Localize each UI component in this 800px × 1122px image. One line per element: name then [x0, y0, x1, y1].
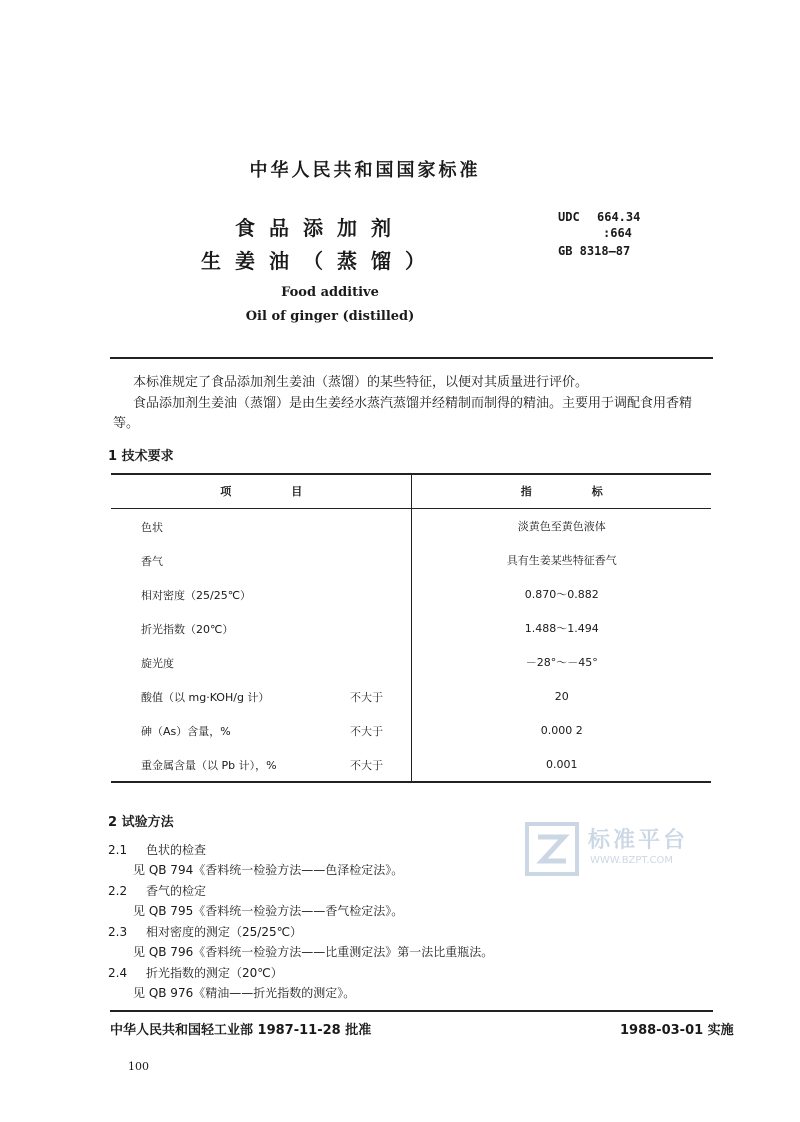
- table-row: [111, 509, 711, 544]
- watermark-url: WWW.BZPT.COM: [590, 855, 674, 866]
- table-bottom-rule: [111, 781, 711, 783]
- watermark: [524, 821, 724, 881]
- item-cell: [111, 747, 412, 781]
- table-row: [111, 679, 711, 713]
- watermark-logo-icon: [524, 821, 580, 877]
- implementation-date: 1988-03-01 实施: [620, 1023, 734, 1038]
- subsection-title: 香气的检定: [146, 884, 207, 898]
- header-divider: [110, 357, 713, 359]
- item-cell: [111, 577, 412, 611]
- section-2-heading: 2 试验方法: [108, 815, 174, 830]
- value-cell: 具有生姜某些特征香气: [506, 554, 617, 567]
- header-indicator-label: 指标: [520, 485, 663, 498]
- item-cell: [111, 679, 412, 713]
- udc-label: UDC: [558, 210, 580, 224]
- item-label: 旋光度: [141, 657, 174, 670]
- value-cell: 20: [554, 689, 569, 703]
- subsection-text: 见 QB 976《精油——折光指数的测定》。: [133, 986, 356, 1000]
- subsection-text: 见 QB 794《香料统一检验方法——色泽检定法》。: [133, 863, 404, 877]
- item-label: 重金属含量（以 Pb 计），%: [141, 759, 277, 772]
- item-cell: [111, 713, 412, 747]
- subsection-number: 2.2: [108, 884, 128, 898]
- item-cell: [111, 543, 412, 577]
- table-row: [111, 543, 711, 577]
- limit-label: 不大于: [350, 759, 383, 772]
- value-cell: 1.488～1.494: [524, 622, 599, 635]
- table-row: [111, 645, 711, 679]
- item-cell: [111, 645, 412, 679]
- item-label: 折光指数（20℃）: [141, 623, 234, 636]
- item-label: 酸值（以 mg·KOH/g 计）: [141, 691, 270, 704]
- table-row: [111, 577, 711, 611]
- table-row: [111, 611, 711, 645]
- title-zh-line1: 食品添加剂: [235, 216, 405, 240]
- table-header-row: [111, 474, 711, 509]
- table-row: [111, 747, 711, 781]
- intro-paragraph-1: 本标准规定了食品添加剂生姜油（蒸馏）的某些特征，以便对其质量进行评价。: [133, 375, 589, 390]
- standard-category-title: 中华人民共和国国家标准: [249, 160, 481, 181]
- requirements-table: [111, 474, 711, 781]
- section-1-heading: 1 技术要求: [108, 449, 174, 464]
- page-number: 100: [128, 1060, 149, 1073]
- udc-value-1: 664.34: [597, 210, 641, 224]
- item-label: 色状: [141, 521, 163, 534]
- item-label: 香气: [141, 555, 163, 568]
- value-cell: 淡黄色至黄色液体: [517, 520, 606, 533]
- subsection-text: 见 QB 795《香料统一检验方法——香气检定法》。: [133, 904, 404, 918]
- value-cell: 0.870～0.882: [524, 588, 599, 601]
- header-item-label: 项目: [220, 485, 363, 498]
- subsection-title: 折光指数的测定（20℃）: [146, 966, 283, 980]
- subsection-number: 2.3: [108, 925, 128, 939]
- gb-code: GB 8318—87: [558, 244, 631, 258]
- footer-divider: [110, 1010, 713, 1012]
- title-zh-line2: 生姜油（蒸馏）: [201, 249, 439, 273]
- limit-label: 不大于: [350, 725, 383, 738]
- item-label: 砷（As）含量，%: [141, 725, 231, 738]
- intro-paragraph-2: 食品添加剂生姜油（蒸馏）是由生姜经水蒸汽蒸馏并经精制而制得的精油。主要用于调配食用香精等。: [113, 396, 693, 431]
- item-label: 相对密度（25/25℃）: [141, 589, 252, 602]
- udc-value-2: :664: [603, 226, 632, 240]
- limit-label: 不大于: [350, 691, 383, 704]
- subsection-title: 色状的检查: [146, 843, 207, 857]
- item-cell: [111, 611, 412, 645]
- header-indicator-cell: [412, 474, 711, 509]
- title-en-line2: Oil of ginger (distilled): [245, 309, 415, 324]
- value-cell: －28°～－45°: [525, 656, 598, 669]
- subsection-text: 见 QB 796《香料统一检验方法——比重测定法》第一法比重瓶法。: [133, 945, 494, 959]
- header-item-cell: [111, 474, 412, 509]
- value-cell: 0.000 2: [540, 723, 583, 737]
- table-row: [111, 713, 711, 747]
- approval-note: 中华人民共和国轻工业部 1987-11-28 批准: [110, 1023, 372, 1038]
- value-cell: 0.001: [545, 757, 578, 771]
- subsection-number: 2.4: [108, 966, 128, 980]
- subsection-number: 2.1: [108, 843, 128, 857]
- title-en-line1: Food additive: [281, 285, 379, 300]
- watermark-text: 标准平台: [588, 828, 689, 853]
- item-cell: [111, 509, 412, 544]
- subsection-title: 相对密度的测定（25/25℃）: [146, 925, 303, 939]
